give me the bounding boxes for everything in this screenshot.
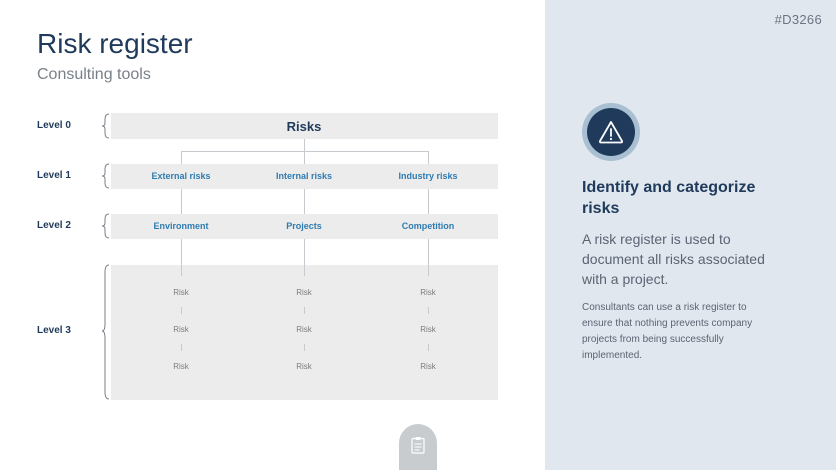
connector-col-1-mid xyxy=(181,189,182,214)
level-1-brace xyxy=(101,163,111,189)
page-title: Risk register xyxy=(37,28,193,59)
risk-separator xyxy=(304,307,305,314)
root-node: Risks xyxy=(286,119,322,134)
connector-col-2-top xyxy=(304,151,305,164)
level-2-label: Level 2 xyxy=(37,220,71,231)
level-1-node: External risks xyxy=(151,171,211,181)
level-1-label: Level 1 xyxy=(37,170,71,181)
risk-item: Risk xyxy=(296,362,312,371)
level-0-label: Level 0 xyxy=(37,120,71,131)
connector-col-2-low xyxy=(304,239,305,276)
risk-separator xyxy=(304,344,305,351)
risk-item: Risk xyxy=(296,325,312,334)
risk-item: Risk xyxy=(173,325,189,334)
warning-triangle-icon xyxy=(597,119,625,145)
risk-separator xyxy=(428,344,429,351)
connector-col-3-mid xyxy=(428,189,429,214)
risk-item: Risk xyxy=(296,288,312,297)
connector-col-1-top xyxy=(181,151,182,164)
risk-separator xyxy=(181,344,182,351)
panel-body: Consultants can use a risk register to ensure that nothing prevents company projects from being successfully implemented. xyxy=(582,302,753,361)
risk-item: Risk xyxy=(420,362,436,371)
level-3-brace xyxy=(101,264,111,400)
slide-code: #D3266 xyxy=(774,12,822,27)
risk-separator xyxy=(181,307,182,314)
level-1-node: Internal risks xyxy=(275,171,333,181)
risk-item: Risk xyxy=(420,288,436,297)
branch-connector xyxy=(181,151,429,152)
risk-item: Risk xyxy=(173,362,189,371)
level-2-brace xyxy=(101,213,111,239)
connector-col-1-low xyxy=(181,239,182,276)
panel-lead: A risk register is used to document all risks associated with a project. xyxy=(582,231,765,287)
warning-badge xyxy=(582,103,640,161)
risk-separator xyxy=(428,307,429,314)
connector-col-3-low xyxy=(428,239,429,276)
level-1-node: Industry risks xyxy=(398,171,458,181)
clipboard-tab-button[interactable] xyxy=(399,424,437,470)
level-2-node: Projects xyxy=(286,221,322,231)
level-3-label: Level 3 xyxy=(37,325,71,336)
connector-col-2-mid xyxy=(304,189,305,214)
connector-col-3-top xyxy=(428,151,429,164)
level-0-brace xyxy=(101,113,111,139)
risk-item: Risk xyxy=(420,325,436,334)
level-2-node: Competition xyxy=(401,221,455,231)
panel-heading: Identify and categorize risks xyxy=(582,179,756,217)
risk-item: Risk xyxy=(173,288,189,297)
clipboard-icon xyxy=(411,436,425,454)
page-subtitle: Consulting tools xyxy=(37,66,151,83)
level-2-node: Environment xyxy=(153,221,209,231)
